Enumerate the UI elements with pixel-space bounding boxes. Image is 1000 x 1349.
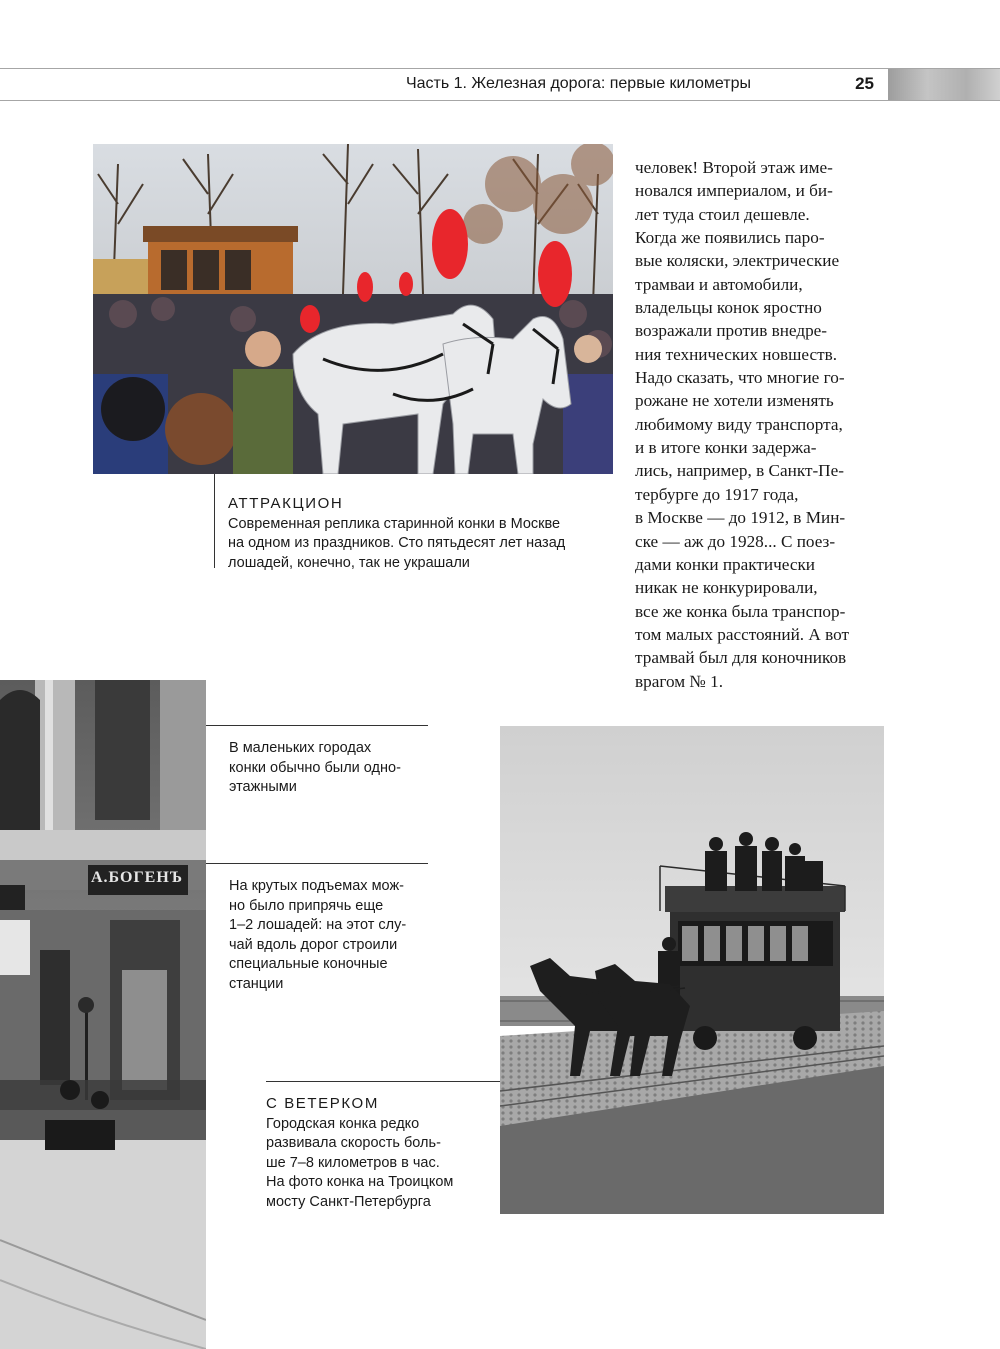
caption-steep-climbs [229,877,406,995]
caption-line: этажными [229,779,297,796]
body-line: все же конка была транспор- [635,601,846,621]
body-line: и в итоге конки задержа- [635,438,817,458]
caption-title: С ВЕТЕРКОМ [266,1095,379,1112]
caption-line: станции [229,975,284,992]
photo-old-street [0,680,206,1349]
caption-line: чай вдоль дорог строили [229,936,398,953]
caption-line: лошадей, конечно, так не украшали [228,554,470,571]
caption-line: конки обычно были одно- [229,759,401,776]
body-line: человек! Второй этаж име- [635,158,833,177]
body-line: любимому виду транспорта, [635,414,843,434]
body-line: Когда же появились паро- [635,228,825,248]
body-line: никак не конкурировали, [635,578,818,598]
body-line: врагом № 1. [635,671,723,691]
body-line: ске — аж до 1928... С поез- [635,531,836,551]
body-line: новался империалом, и би- [635,181,833,201]
caption-line: на одном из праздников. Сто пятьдесят лет назад [228,535,566,552]
caption-line: В маленьких городах [229,740,372,756]
photo-horse-tram-replica [93,144,613,474]
caption-rule-breeze [266,1081,500,1082]
page-number: 25 [855,74,874,93]
photo-troitsky-bridge-tram [500,726,884,1214]
body-line: в Москве — до 1912, в Мин- [635,508,846,528]
body-line: лет туда стоил дешевле. [635,204,810,224]
running-header [0,68,1000,101]
caption-title: АТТРАКЦИОН [228,495,344,512]
body-line: возражали против внедре- [635,321,828,341]
caption-line: На фото конка на Троицком [266,1174,454,1191]
body-line: вые коляски, электрические [635,251,840,271]
caption-line: развивала скорость боль- [266,1135,441,1152]
header-tab-decoration [888,69,1000,100]
body-line: трамваи и автомобили, [635,274,803,294]
body-line: дами конки практически [635,554,815,574]
caption-line: мосту Санкт-Петербурга [266,1193,431,1210]
caption-line: На крутых подъемах мож- [229,878,404,894]
shop-sign: А.БОГЕНЪ [91,869,184,886]
body-line: лись, например, в Санкт-Пе- [635,461,844,481]
caption-line: Городская конка редко [266,1115,420,1132]
caption-rule-attraction [214,474,215,568]
caption-rule-small-towns [206,725,428,726]
body-line: рожане не хотели изменять [635,391,834,411]
caption-line: 1–2 лошадей: на этот слу- [229,917,407,934]
caption-line: ше 7–8 километров в час. [266,1154,440,1171]
caption-attraction [228,494,565,573]
caption-line: но было припрячь еще [229,897,384,914]
body-line: владельцы конок яростно [635,298,822,318]
body-line: ния технических новшеств. [635,344,838,364]
body-line: трамвай был для коночников [635,648,847,668]
caption-line: Современная реплика старинной конки в Москве [228,515,561,532]
body-text-column [635,156,890,693]
caption-rule-steep-climbs [206,863,428,864]
caption-line: специальные коночные [229,956,388,973]
caption-small-towns [229,739,401,798]
caption-breeze [266,1094,453,1213]
chapter-title: Часть 1. Железная дорога: первые километры [405,75,751,92]
body-line: тербурге до 1917 года, [635,484,799,504]
body-line: Надо сказать, что многие го- [635,368,845,388]
body-line: том малых расстояний. А вот [635,624,849,644]
